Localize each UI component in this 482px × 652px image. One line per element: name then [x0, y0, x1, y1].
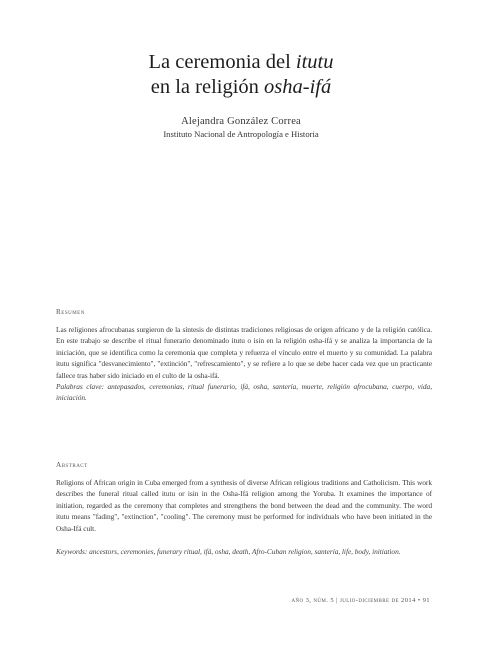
abstract-keywords: Keywords: ancestors, ceremonies, funerary ritual, ifá, osha, death, Afro-Cuban religion, santería, life, body, initiation.	[56, 547, 401, 556]
resumen-body: Las religiones afrocubanas surgieron de la síntesis de distintas tradiciones religiosas de origen africano y de la religión católica. En este trabajo se describe el ritual funerario denominado itutu o isin en la religión osha-ifá y se analiza la importancia de la iniciación, que se identifica como la ceremonia que completa y refuerza el vínculo entre el muerto y su comunidad. La palabra itutu significa "desvanecimiento", "extinción", "refrescamiento", y se refiere a lo que se debe hacer cada vez que un practicante fallece tras haber sido iniciado en el culto de la osha-ifá.	[56, 325, 432, 380]
author-affiliation: Instituto Nacional de Antropología e Historia	[163, 129, 319, 139]
title-line-1-italic: itutu	[295, 51, 334, 73]
title-line-1-text: La ceremonia del	[148, 51, 296, 73]
article-title	[60, 50, 422, 100]
abstract-body: Religions of African origin in Cuba emerged from a synthesis of diverse African religious traditions and Catholicism. This work describes the funeral ritual called itutu or isin in the Osha-Ifá religion among the Yoruba. It examines the importance of initiation, regarded as the ceremony that completes and strengthens the bond between the dead and the community. The word itutu means "fading", "extinction", "cooling". The ceremony must be performed for individuals who have been initiated in the Osha-Ifá cult.	[56, 478, 432, 533]
resumen-heading: Resumen	[56, 308, 85, 316]
resumen-keywords: Palabras clave: antepasados, ceremonias, ritual funerario, ifá, osha, santería, muerte, religión afrocubana, cuerpo, vida, iniciación.	[56, 382, 432, 403]
author-name: Alejandra González Correa	[181, 116, 301, 127]
abstract-heading: Abstract	[56, 461, 88, 469]
title-line-2-italic: osha-ifá	[264, 76, 332, 98]
title-line-2-text: en la religión	[150, 76, 265, 98]
title-line-1	[60, 50, 422, 75]
page-footer: año 3, núm. 5 | julio-diciembre de 2014 • 91	[291, 597, 430, 604]
title-line-2	[60, 75, 422, 100]
